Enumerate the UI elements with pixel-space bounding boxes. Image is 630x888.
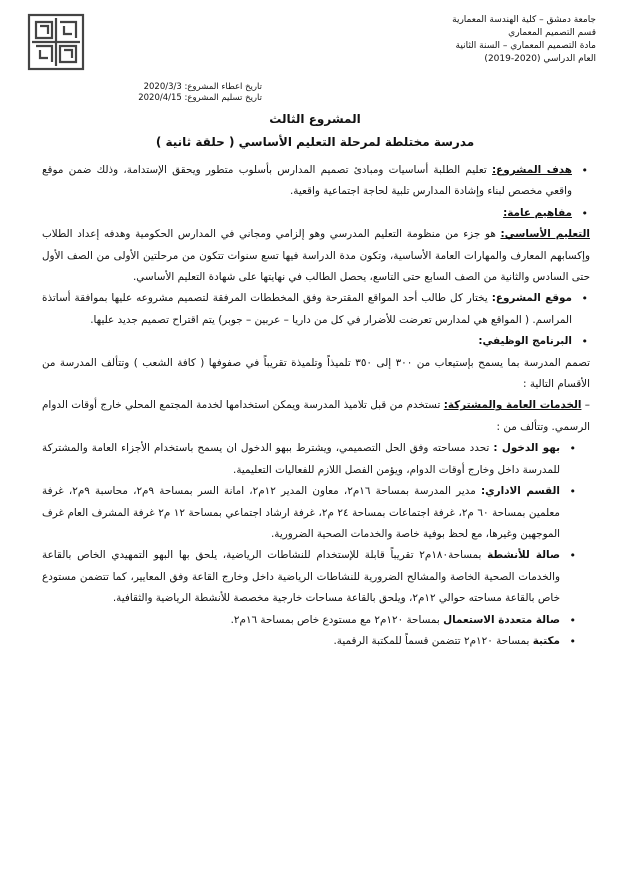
project-subtitle: مدرسة مختلطة لمرحلة التعليم الأساسي ( حلقة ثانية ) [155,135,475,149]
project-dates [52,82,262,104]
common-services-heading: الخدمات العامة والمشتركة: [443,399,582,412]
site-heading: موقع المشروع: [491,292,572,305]
header-department: قسم التصميم المعماري [508,28,596,38]
program-paragraph [42,353,590,396]
program-heading: البرنامج الوظيفي: [478,335,572,348]
multipurpose-hall-text: بمساحة ١٢٠م٢ مع مستودع خاص بمساحة ١٦م٢. [230,613,444,626]
date-submit: تاريخ تسليم المشروع: 2020/4/15 [138,93,262,103]
goal-heading: هدف المشروع: [492,164,572,176]
faculty-logo [26,12,86,72]
dash-mark: – [581,399,590,412]
admin-text: مدير المدرسة بمساحة ١٦م٢، معاون المدير ١٢م٢، امانة السر بمساحة ٩م٢، محاسبة ٩م٢، غرفة معلمين بمساحة ٦٠ م٢، غرفة اجتماعات بمساحة ٢٤ م٢، غرفة ارشاد اجتماعي بمساحة ١٢ م٢ غرفة المشرف العام غرف الموجهين وغيرها، مع لحظ بوفية خاصة والخدمات الصحية الضرورية. [42,485,560,540]
header-course: مادة التصميم المعماري – السنة الثانية [455,41,596,51]
library-heading: مكتبة [532,634,560,647]
admin-heading: القسم الاداري: [480,485,560,498]
site-text: يختار كل طالب أحد المواقع المقترحة وفق المخططات المرفقة لتصميم مشروعه عليها بموافقة أساتذة المراسم. ( المواقع هي لمدارس تعرضت للأضرار في كل من داريا – عربين – جوبر) يتم اقتراح تصميم جديد عليها. [42,292,572,326]
site-paragraph [42,288,590,331]
lobby-text: تحدد مساحته وفق الحل التصميمي، ويشترط ببهو الدخول ان يسمح باستخدام الأجزاء العامة والمشتركة للمدرسة داخل وخارج أوقات الدوام، ويؤمن الفصل اللازم للفعاليات التعليمية. [42,442,560,476]
institution-header [296,14,596,66]
admin-paragraph [42,481,590,545]
basic-education-paragraph [42,224,590,288]
concepts-paragraph [42,203,590,224]
lobby-paragraph [42,438,590,481]
basic-education-heading: التعليم الأساسي: [500,228,590,241]
project-title: المشروع الثالث [269,112,361,126]
activity-hall-paragraph [42,545,590,609]
program-heading-paragraph [42,331,590,352]
program-text: تصمم المدرسة بما يسمح بإستيعاب من ٣٠٠ إلى ٣٥٠ تلميذاً وتلميذة تقريباً في صفوفها ( كافة الشعب ) وتتألف المدرسة من الأقسام التالية : [42,356,590,391]
activity-hall-text: بمساحة١٨٠م٢ تقريباً قابلة للإستخدام للنشاطات الرياضية، يلحق بها البهو التمهيدي الخاص بالقاعة والخدمات الصحية الخاصة والمشالح الضرورية للنشاطات الرياضية داخل وخارج القاعة وفق المعايير، كما تتضمن مستودع خاص بالقاعة مساحته حوالي ١٢م٢، ويلحق بالقاعة مساحات خارجية مخصصة للأنشطة الرياضية والثقافية. [42,549,560,605]
concepts-heading: مفاهيم عامة: [503,206,572,219]
common-services-text: تستخدم من قبل تلاميذ المدرسة ويمكن استخدامها لخدمة المجتمع المحلي خارج أوقات الدوام الرسمي. وتتألف من : [42,399,590,433]
multipurpose-hall-heading: صالة متعددة الاستعمال [443,613,560,626]
common-services-paragraph [42,395,590,438]
document-body [42,160,590,652]
library-paragraph [42,631,590,652]
basic-education-text: هو جزء من منظومة التعليم المدرسي وهو إلزامي ومجاني في المدارس الحكومية وهدفه إعداد الطلاب وإكسابهم المعارف والمهارات العامة الأساسية، وتكون مدة الدراسة فيها تسع سنوات تتكون من مرحلتين الأولى من الصف الأول حتى السادس والثانية من الصف السابع حتى التاسع، يحصل الطالب في نهايتها على شهادة التعليم الأساسي. [42,228,590,284]
goal-text: تعليم الطلبة أساسيات ومبادئ تصميم المدارس بأسلوب متطور ويحقق الإستدامة، وذلك ضمن موقع واقعي مخصص لبناء وإشادة المدارس تلبية لحاجة اجتماعية واقعية. [42,164,572,198]
date-given: تاريخ اعطاء المشروع: 2020/3/3 [143,82,262,92]
activity-hall-heading: صالة للأنشطة [487,549,560,562]
header-university: جامعة دمشق – كلية الهندسة المعمارية [452,15,596,25]
header-academic-year: العام الدراسي (2020-2019) [484,54,596,64]
goal-paragraph [42,160,590,203]
lobby-heading: بهو الدخول : [493,442,561,455]
library-text: بمساحة ١٢٠م٢ تتضمن قسماً للمكتبة الرقمية. [333,634,533,647]
multipurpose-hall-paragraph [42,610,590,631]
